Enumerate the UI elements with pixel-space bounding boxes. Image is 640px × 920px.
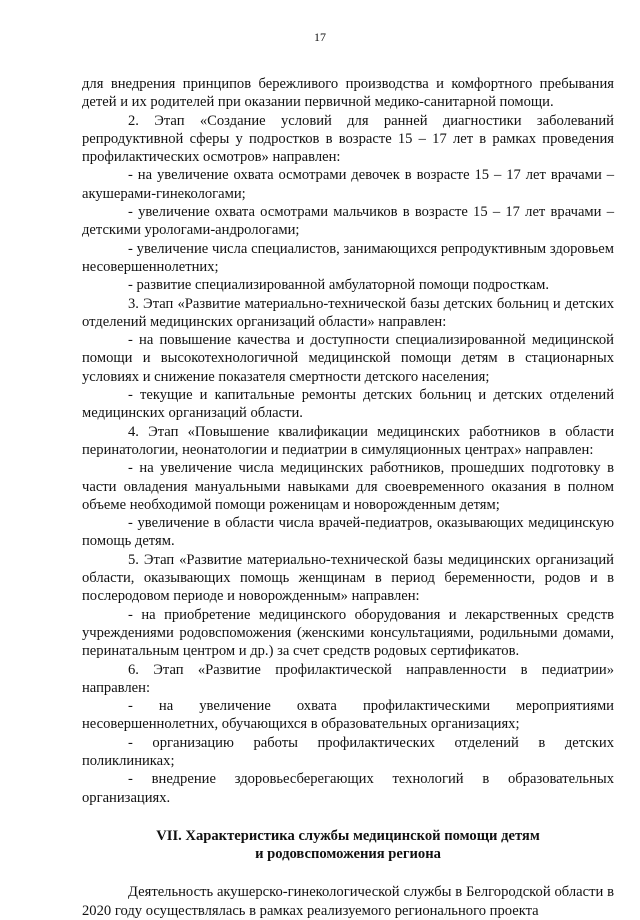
section-heading (82, 827, 614, 864)
paragraph: - увеличение в области числа врачей-педиатров, оказывающих медицинскую помощь детям. (82, 515, 614, 550)
paragraph: - развитие специализированной амбулаторной помощи подросткам. (128, 277, 550, 294)
paragraph: 4. Этап «Повышение квалификации медицинских работников в области перинатологии, неонатологии и педиатрии в симуляционных центрах» направлен: (82, 423, 614, 458)
paragraph: - на приобретение медицинского оборудования и лекарственных средств учреждениями родовспоможения (женскими консультациями, родильными домами, перинатальным центром и др.) за счет средств родовых сертификатов. (82, 606, 614, 660)
section-heading-line-2: и родовспоможения региона (255, 846, 441, 863)
paragraph: - текущие и капитальные ремонты детских больниц и детских отделений медицинских организаций области. (82, 387, 614, 422)
paragraph: 3. Этап «Развитие материально-технической базы детских больниц и детских отделений медицинских организаций области» направлен: (82, 295, 614, 330)
paragraph: - увеличение охвата осмотрами мальчиков в возрасте 15 – 17 лет врачами – детскими урологами-андрологами; (82, 204, 614, 239)
paragraph: - на повышение качества и доступности специализированной медицинской помощи и высокотехнологичной медицинской помощи детям в стационарных условиях и снижение показателя смертности детского населения; (82, 332, 614, 385)
paragraph: - на увеличение охвата профилактическими мероприятиями несовершеннолетних, обучающихся в образовательных организациях; (82, 698, 614, 733)
page-number: 17 (314, 30, 326, 44)
paragraph: - на увеличение охвата осмотрами девочек в возрасте 15 – 17 лет врачами – акушерами-гинекологами; (82, 167, 614, 202)
paragraph: - внедрение здоровьесберегающих технологий в образовательных организациях. (82, 771, 614, 806)
paragraph: - организацию работы профилактических отделений в детских поликлиниках; (82, 734, 614, 769)
paragraph-list (82, 75, 614, 807)
paragraph: - увеличение числа специалистов, занимающихся репродуктивным здоровьем несовершеннолетних; (82, 240, 614, 275)
section-paragraph: Деятельность акушерско-гинекологической службы в Белгородской области в 2020 году осуществлялась в рамках реализуемого регионального проекта (82, 884, 614, 919)
paragraph: - на увеличение числа медицинских работников, прошедших подготовку в части овладения мануальными навыками для своевременного оказания в полном объеме необходимой помощи роженицам и новорожденным детям; (82, 460, 614, 513)
paragraph: 5. Этап «Развитие материально-технической базы медицинских организаций области, оказывающих помощь женщинам в период беременности, родов и в послеродовом периоде и новорожденным» направлен: (82, 551, 614, 605)
paragraph: 2. Этап «Создание условий для ранней диагностики заболеваний репродуктивной сферы у подростков в возрасте 15 – 17 лет в рамках проведения профилактических осмотров» направлен: (82, 112, 614, 166)
section-body (82, 883, 614, 920)
paragraph: для внедрения принципов бережливого производства и комфортного пребывания детей и их родителей при оказании первичной медико-санитарной помощи. (82, 76, 614, 111)
paragraph: 6. Этап «Развитие профилактической направленности в педиатрии» направлен: (82, 661, 614, 696)
document-body (82, 75, 614, 920)
section-heading-line-1: VII. Характеристика службы медицинской помощи детям (156, 827, 540, 844)
